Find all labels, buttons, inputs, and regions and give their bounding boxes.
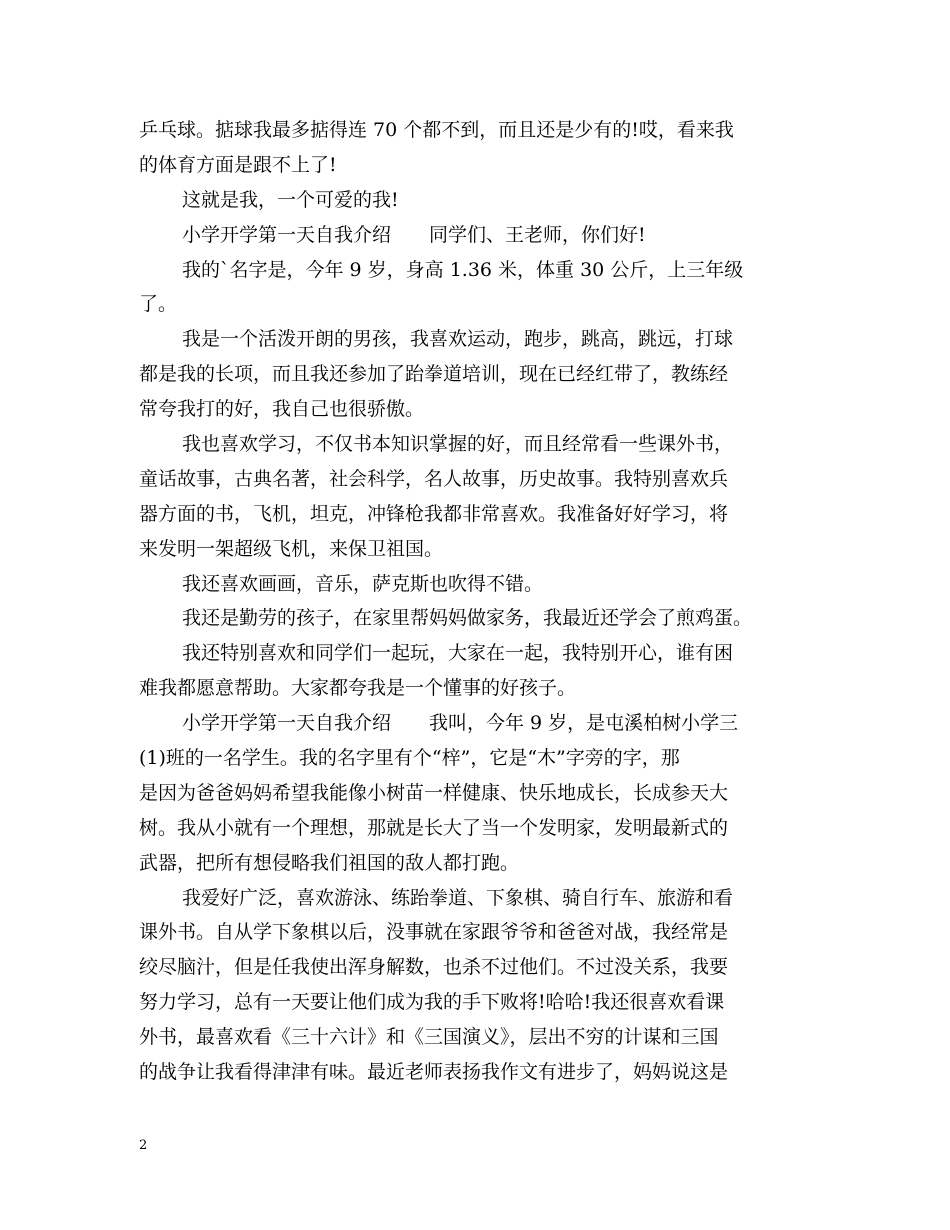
- text-line: 的体育方面是跟不上了!: [139, 153, 337, 176]
- text-line: 童话故事，古典名著，社会科学，名人故事，历史故事。我特别喜欢兵: [139, 467, 729, 490]
- text-line: 外书，最喜欢看《三十六计》和《三国演义》，层出不穷的计谋和三国: [139, 1026, 719, 1049]
- text-line: 我是一个活泼开朗的男孩，我喜欢运动，跑步，跳高，跳远，打球: [182, 328, 734, 351]
- text-line: 我爱好广泛，喜欢游泳、练跆拳道、下象棋、骑自行车、旅游和看: [182, 886, 734, 909]
- text-line: 这就是我，一个可爱的我!: [182, 188, 399, 211]
- text-line: 是因为爸爸妈妈希望我能像小树苗一样健康、快乐地成长，长成参天大: [139, 781, 729, 804]
- text-line: 我也喜欢学习，不仅书本知识掌握的好，而且经常看一些课外书，: [182, 433, 734, 456]
- text-line: 的战争让我看得津津有味。最近老师表扬我作文有进步了，妈妈说这是: [139, 1061, 729, 1084]
- text-line: 都是我的长项，而且我还参加了跆拳道培训，现在已经红带了，教练经: [139, 363, 729, 386]
- text-line: 了。: [139, 293, 178, 316]
- text-line: 我还喜欢画画，音乐，萨克斯也吹得不错。: [182, 572, 544, 595]
- text-line: 常夸我打的好，我自己也很骄傲。: [139, 398, 425, 421]
- text-line: 绞尽脑汁，但是任我使出浑身解数，也杀不过他们。不过没关系，我要: [139, 956, 729, 979]
- text-line: 小学开学第一天自我介绍 我叫，今年 9 岁，是屯溪柏树小学三: [182, 712, 739, 735]
- text-line: (1)班的一名学生。我的名字里有个“梓”，它是“木”字旁的字，那: [139, 747, 680, 770]
- page-number: 2: [139, 1138, 148, 1153]
- text-line: 我的`名字是，今年 9 岁，身高 1.36 米，体重 30 公斤，上三年级: [182, 258, 744, 281]
- text-line: 我还特别喜欢和同学们一起玩，大家在一起，我特别开心，谁有困: [182, 642, 734, 665]
- text-line: 我还是勤劳的孩子，在家里帮妈妈做家务，我最近还学会了煎鸡蛋。: [182, 607, 753, 630]
- text-line: 课外书。自从学下象棋以后，没事就在家跟爷爷和爸爸对战，我经常是: [139, 921, 729, 944]
- text-line: 来发明一架超级飞机，来保卫祖国。: [139, 537, 444, 560]
- text-line: 武器，把所有想侵略我们祖国的敌人都打跑。: [139, 851, 520, 874]
- text-line: 小学开学第一天自我介绍 同学们、王老师，你们好!: [182, 223, 646, 246]
- text-line: 乒乓球。掂球我最多掂得连 70 个都不到，而且还是少有的!哎，看来我: [139, 119, 734, 141]
- document-body: [139, 113, 829, 1090]
- text-line: 器方面的书，飞机，坦克，冲锋枪我都非常喜欢。我准备好好学习，将: [139, 502, 729, 525]
- text-line: 努力学习，总有一天要让他们成为我的手下败将!哈哈!我还很喜欢看课: [139, 991, 725, 1014]
- text-line: 难我都愿意帮助。大家都夸我是一个懂事的好孩子。: [139, 677, 577, 700]
- text-line: 树。我从小就有一个理想，那就是长大了当一个发明家，发明最新式的: [139, 816, 729, 839]
